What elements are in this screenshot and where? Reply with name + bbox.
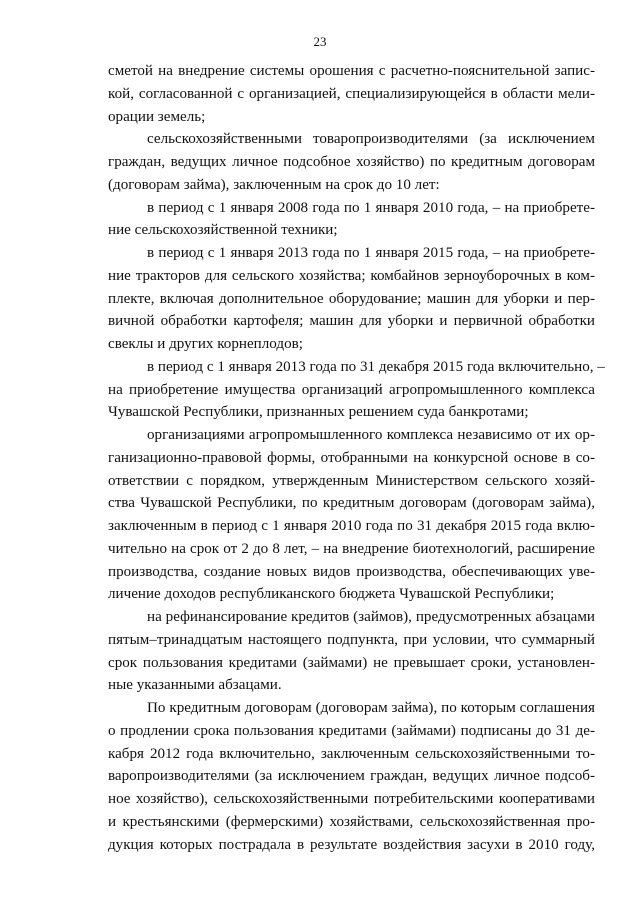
text-line: ные указанными абзацами. <box>108 677 282 694</box>
text-line: кабря 2012 года включительно, заключенным сельскохозяйственными то- <box>108 745 595 762</box>
text-line: производства, создание новых видов производства, обеспечивающих уве- <box>108 563 595 580</box>
document-body <box>108 60 605 856</box>
text-line: заключенным в период с 1 января 2010 года по 31 декабря 2015 года вклю- <box>108 518 595 534</box>
text-line: срок пользования кредитами (займами) не превышает сроки, установлен- <box>108 654 595 671</box>
text-line: (договорам займа), заключенным на срок до 10 лет: <box>108 176 440 193</box>
text-line: плекте, включая дополнительное оборудование; машин для уборки и пер- <box>108 290 595 307</box>
text-line: пятым–тринадцатым настоящего подпункта, при условии, что суммарный <box>108 631 595 648</box>
text-line: личение доходов республиканского бюджета Чувашской Республики; <box>108 586 555 603</box>
text-line: дукция которых пострадала в результате воздействия засухи в 2010 году, <box>108 836 595 853</box>
text-line: варопроизводителями (за исключением граждан, ведущих личное подсоб- <box>108 768 595 785</box>
text-line: на рефинансирование кредитов (займов), предусмотренных абзацами <box>147 609 595 625</box>
text-line: чительно на срок от 2 до 8 лет, – на внедрение биотехнологий, расширение <box>108 540 595 557</box>
text-line: орации земель; <box>108 108 206 125</box>
text-line: в период с 1 января 2013 года по 1 января 2015 года, – на приобрете- <box>147 245 595 261</box>
text-line: ние сельскохозяйственной техники; <box>108 222 338 239</box>
text-line: и крестьянскими (фермерскими) хозяйствами, сельскохозяйственная про- <box>108 813 595 830</box>
text-line: кой, согласованной с организацией, специализирующейся в области мели- <box>108 85 595 102</box>
text-line: граждан, ведущих личное подсобное хозяйство) по кредитным договорам <box>108 154 595 170</box>
text-line: сметой на внедрение системы орошения с расчетно-пояснительной запис- <box>108 63 595 79</box>
text-line: сельскохозяйственными товаропроизводителями (за исключением <box>147 131 595 148</box>
text-line: ства Чувашской Республики, по кредитным договорам (договорам займа), <box>108 495 595 512</box>
text-line: на приобретение имущества организаций агропромышленного комплекса <box>108 381 595 398</box>
text-line: в период с 1 января 2013 года по 31 декабря 2015 года включительно, – <box>147 358 605 375</box>
text-line: ганизационно-правовой формы, отобранными на конкурсной основе в со- <box>108 449 595 466</box>
page-number: 23 <box>313 34 327 49</box>
text-line: ответствии с порядком, утвержденным Министерством сельского хозяй- <box>108 472 595 489</box>
text-line: свеклы и других корнеплодов; <box>108 336 303 352</box>
text-line: организациями агропромышленного комплекса независимо от их ор- <box>147 427 595 443</box>
text-line: в период с 1 января 2008 года по 1 января 2010 года, – на приобрете- <box>147 199 595 216</box>
text-line: вичной обработки картофеля; машин для уборки и первичной обработки <box>108 313 595 330</box>
text-line: ное хозяйство), сельскохозяйственными потребительскими кооперативами <box>108 791 595 807</box>
text-line: ние тракторов для сельского хозяйства; комбайнов зерноуборочных в ком- <box>108 267 595 284</box>
text-line: о продлении срока пользования кредитами (займами) подписаны до 31 де- <box>108 722 595 739</box>
text-line: По кредитным договорам (договорам займа), по которым соглашения <box>147 700 595 716</box>
text-line: Чувашской Республики, признанных решением суда банкротами; <box>108 404 529 421</box>
